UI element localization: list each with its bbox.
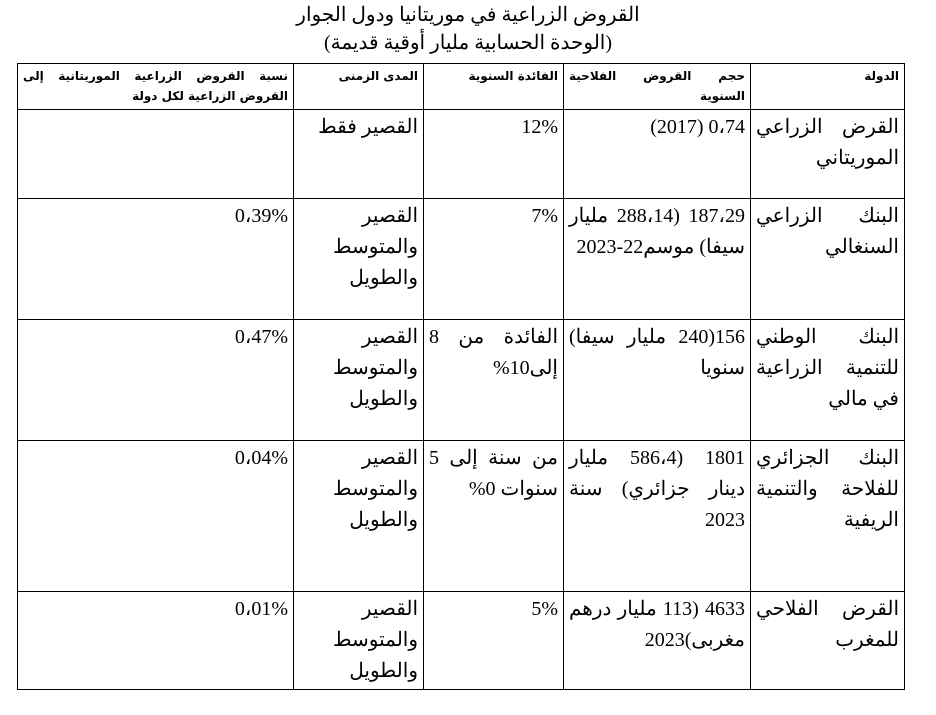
cell-share: 0،47% [18,320,294,441]
document-title: القروض الزراعية في موريتانيا ودول الجوار [296,4,640,26]
cell-rate: الفائدة من 8 إلى10% [424,320,564,441]
cell-share: 0،39% [18,199,294,320]
cell-volume: 4633 (113 مليار درهم مغربى)2023 [564,592,751,690]
header-country: الدولة [751,64,905,110]
cell-share: 0،01% [18,592,294,690]
cell-country: البنك الجزائري للفلاحة والتنمية الريفية [751,441,905,592]
table-row [18,592,905,690]
table-header-row [18,64,905,110]
cell-country: البنك الوطني للتنمية الزراعية في مالي [751,320,905,441]
cell-volume: 156(240 مليار سيفا) سنويا [564,320,751,441]
cell-country: القرض الفلاحي للمغرب [751,592,905,690]
cell-rate: 12% [424,110,564,199]
header-term: المدى الزمنى [294,64,424,110]
agricultural-loans-table [17,63,905,690]
cell-country: البنك الزراعي السنغالي [751,199,905,320]
cell-volume: 187،29 (288،14 مليار سيفا) موسم22-2023 [564,199,751,320]
cell-share [18,110,294,199]
header-rate: الفائدة السنوية [424,64,564,110]
cell-term: القصير والمتوسط والطويل [294,592,424,690]
document-subtitle: (الوحدة الحسابية مليار أوقية قديمة) [323,32,613,54]
table-row [18,199,905,320]
header-volume: حجم القروض الفلاحية السنوية [564,64,751,110]
table-row [18,441,905,592]
cell-term: القصير والمتوسط والطويل [294,441,424,592]
cell-share: 0،04% [18,441,294,592]
header-share: نسبة القروض الزراعية الموريتانية إلى القروض الزراعية لكل دولة [18,64,294,110]
table-row [18,320,905,441]
cell-term: القصير والمتوسط والطويل [294,320,424,441]
cell-term: القصير والمتوسط والطويل [294,199,424,320]
cell-rate: 5% [424,592,564,690]
cell-term: القصير فقط [294,110,424,199]
table-row [18,110,905,199]
cell-rate: من سنة إلى 5 سنوات 0% [424,441,564,592]
cell-country: القرض الزراعي الموريتاني [751,110,905,199]
cell-rate: 7% [424,199,564,320]
cell-volume: 1801 (586،4 مليار دينار جزائري) سنة 2023 [564,441,751,592]
cell-volume: 0،74 (2017) [564,110,751,199]
